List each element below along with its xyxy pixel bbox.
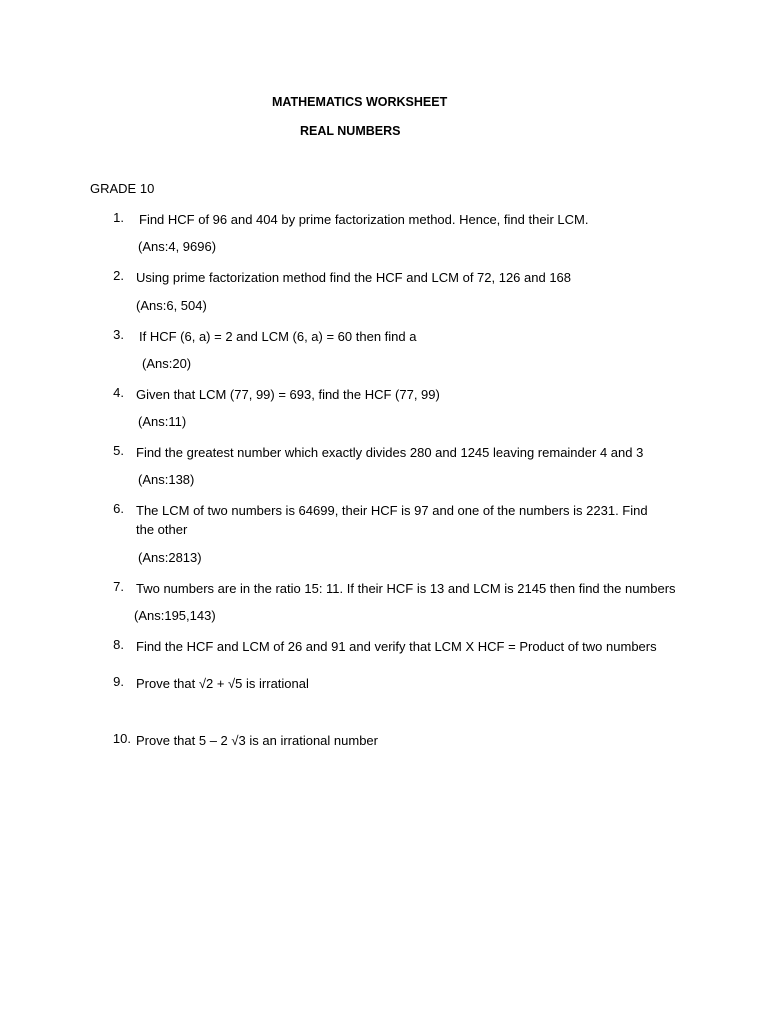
question-text: The LCM of two numbers is 64699, their HCF is 97 and one of the numbers is 2231. Find the other <box>136 503 648 537</box>
question-number: 6. <box>113 501 124 516</box>
question-number: 8. <box>113 637 124 652</box>
question-number: 9. <box>113 674 124 689</box>
question-text: Given that LCM (77, 99) = 693, find the HCF (77, 99) <box>136 387 440 402</box>
question-text: Find the HCF and LCM of 26 and 91 and verify that LCM X HCF = Product of two numbers <box>136 639 657 654</box>
grade-label: GRADE 10 <box>90 181 155 196</box>
question-number: 5. <box>113 443 124 458</box>
question-number: 4. <box>113 385 124 400</box>
question-number: 1. <box>113 210 124 225</box>
answer-text: (Ans:4, 9696) <box>138 239 217 254</box>
question-text: Find HCF of 96 and 404 by prime factorization method. Hence, find their LCM. <box>139 212 589 227</box>
question-number: 3. <box>113 327 124 342</box>
answer-text: (Ans:6, 504) <box>136 298 207 313</box>
question-text: Two numbers are in the ratio 15: 11. If their HCF is 13 and LCM is 2145 then find the numbers <box>136 581 676 596</box>
answer-text: (Ans:11) <box>138 414 187 429</box>
worksheet-title: MATHEMATICS WORKSHEET <box>272 95 448 109</box>
question-text: Prove that 5 – 2 √3 is an irrational number <box>136 733 378 748</box>
question-text: Using prime factorization method find the HCF and LCM of 72, 126 and 168 <box>136 270 572 285</box>
question-text: Find the greatest number which exactly divides 280 and 1245 leaving remainder 4 and 3 <box>136 445 644 460</box>
answer-text: (Ans:2813) <box>138 550 202 565</box>
answer-text: (Ans:20) <box>142 356 192 371</box>
worksheet-subtitle: REAL NUMBERS <box>300 124 401 138</box>
question-number: 10. <box>112 731 131 746</box>
question-number: 7. <box>113 579 124 594</box>
question-text: Prove that √2 + √5 is irrational <box>136 676 309 691</box>
answer-text: (Ans:138) <box>138 472 195 487</box>
answer-text: (Ans:195,143) <box>134 608 216 623</box>
question-text: If HCF (6, a) = 2 and LCM (6, a) = 60 then find a <box>139 329 417 344</box>
question-number: 2. <box>113 268 124 283</box>
